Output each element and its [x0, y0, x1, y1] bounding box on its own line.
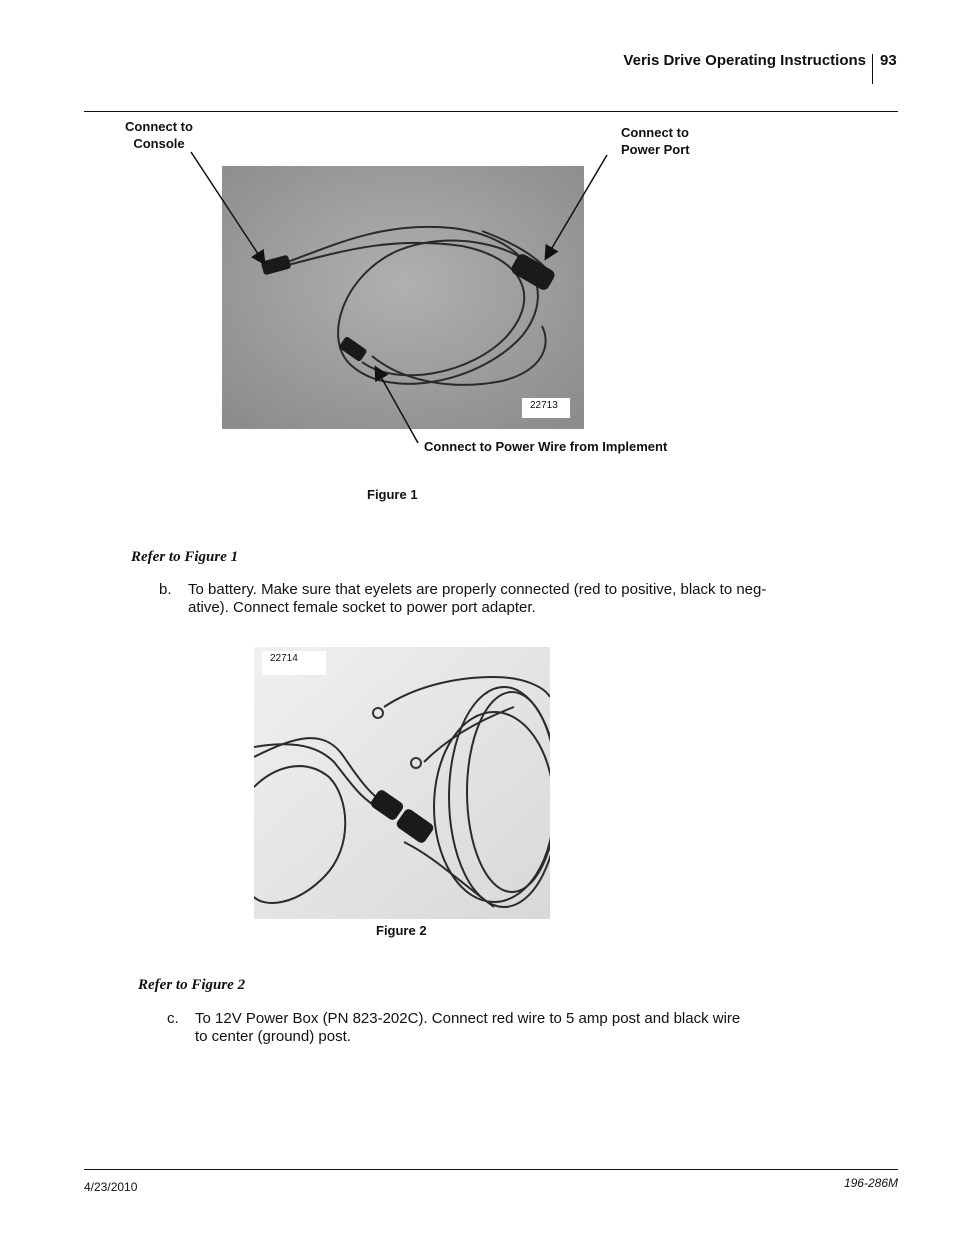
item-c-letter: c.	[167, 1010, 179, 1027]
footer-doc-number: 196-286M	[843, 1176, 898, 1190]
label-power-port-line1: Connect to	[621, 125, 689, 140]
running-header-title: Veris Drive Operating Instructions	[623, 52, 866, 69]
item-c-line2: to center (ground) post.	[195, 1028, 351, 1045]
item-b-line2: ative). Connect female socket to power port adapter.	[188, 599, 536, 616]
item-c-text	[195, 1010, 795, 1046]
arrow-to-power-wire-connector	[376, 368, 418, 443]
item-c-line1: To 12V Power Box (PN 823-202C). Connect red wire to 5 amp post and black wire	[195, 1010, 741, 1027]
figure2-photo-id: 22714	[262, 651, 326, 675]
label-console-line1: Connect to	[125, 119, 193, 134]
label-connect-to-power-wire: Connect to Power Wire from Implement	[424, 439, 668, 454]
label-power-port-line2: Power Port	[621, 142, 690, 157]
arrow-to-console-connector	[191, 152, 264, 263]
wires-photo-illustration	[254, 647, 550, 919]
label-console-line2: Console	[133, 136, 185, 151]
figure1-caption: Figure 1	[367, 487, 418, 502]
figure2-photo	[254, 647, 550, 919]
footer-date: 4/23/2010	[84, 1180, 138, 1194]
figure2-caption: Figure 2	[376, 923, 427, 938]
arrow-to-power-port-connector	[546, 155, 607, 258]
footer-rule	[84, 1169, 898, 1170]
refer-to-figure-1: Refer to Figure 1	[131, 549, 239, 565]
page-number: 93	[880, 52, 897, 69]
figure1-callout-arrows	[0, 0, 954, 470]
item-b-text	[188, 581, 808, 617]
figure1-photo-id: 22713	[522, 398, 570, 418]
item-b-letter: b.	[159, 581, 172, 598]
item-b-line1: To battery. Make sure that eyelets are properly connected (red to positive, black to neg-	[188, 581, 767, 598]
refer-to-figure-2: Refer to Figure 2	[138, 977, 246, 993]
